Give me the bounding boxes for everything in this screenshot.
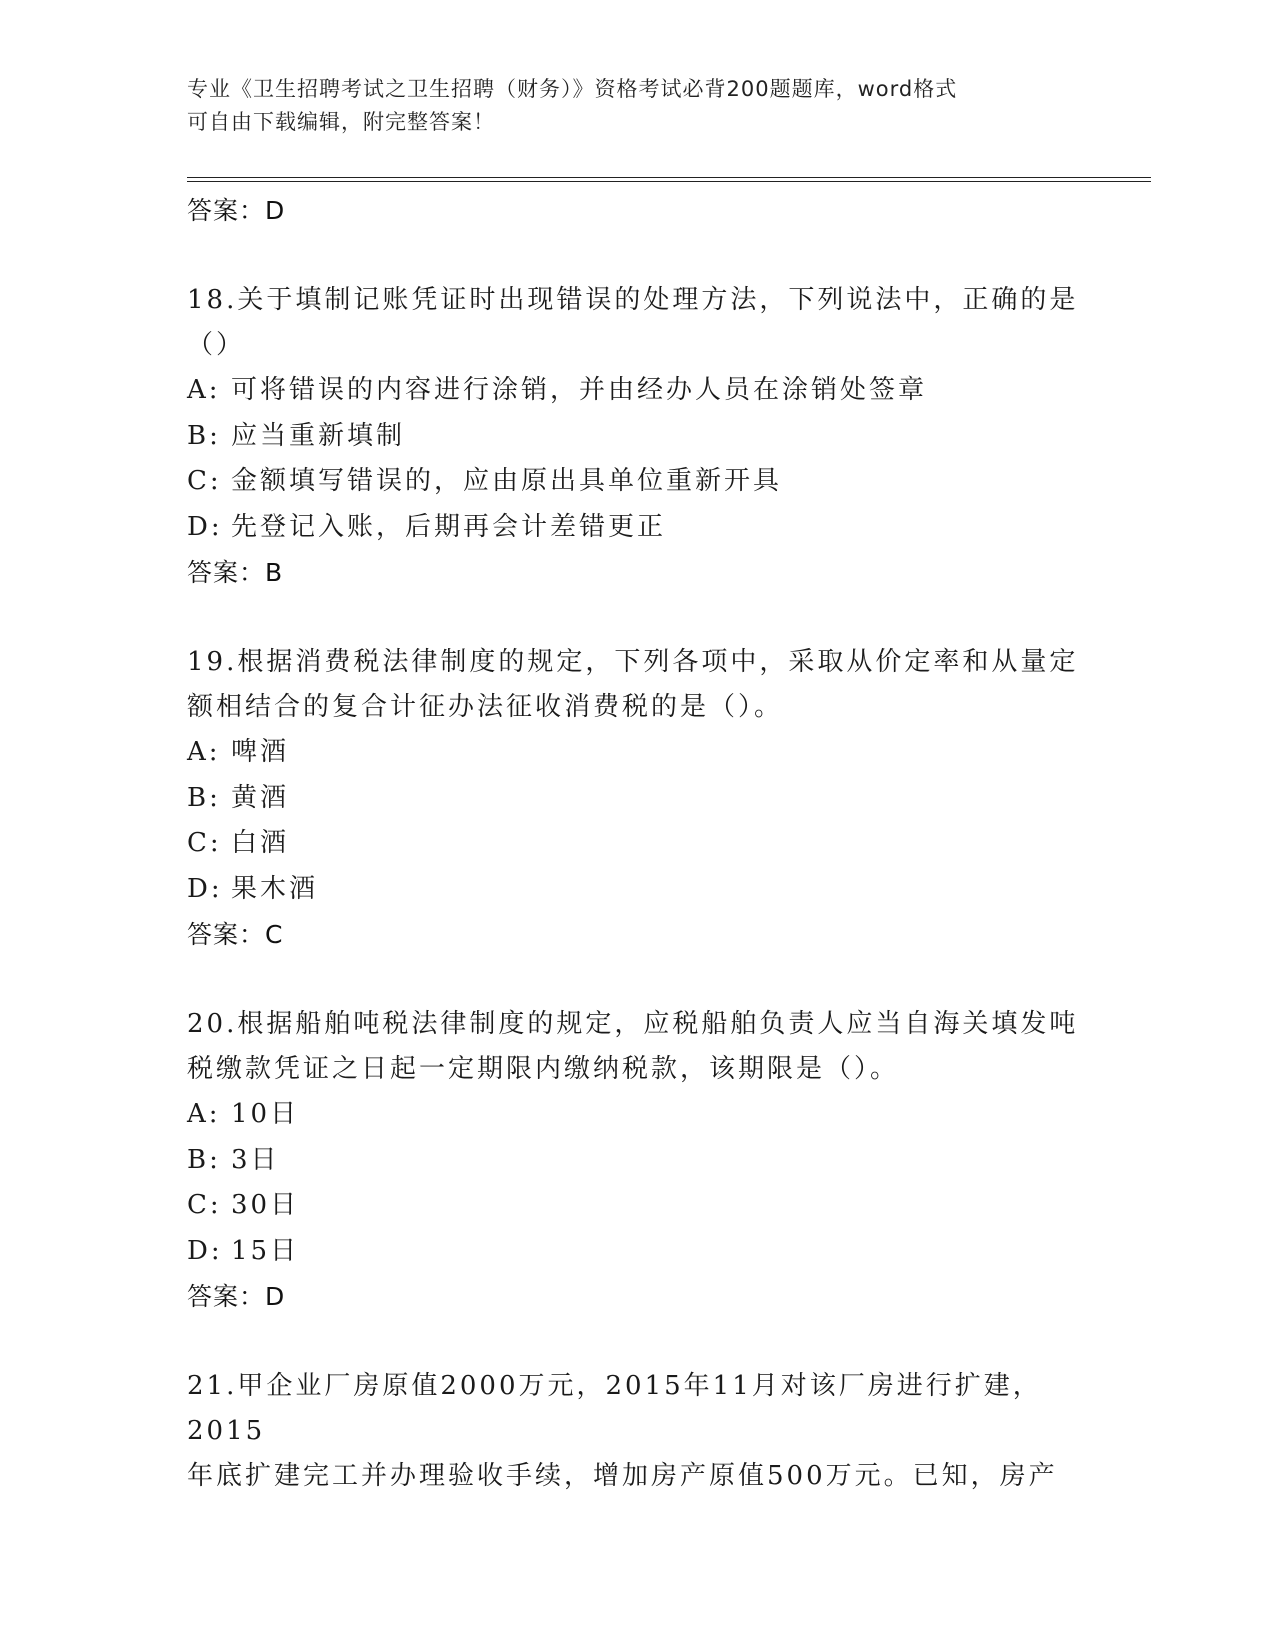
- option-c: [187, 1183, 1087, 1229]
- question-stem-line: 税缴款凭证之日起一定期限内缴纳税款，该期限是（）。: [187, 1054, 900, 1084]
- question-stem-line: 20.根据船舶吨税法律制度的规定，应税船舶负责人应当自海关填发吨: [187, 1009, 1079, 1039]
- option-text: 金额填写错误的，应由原出具单位重新开具: [231, 466, 783, 496]
- question-stem-line: 额相结合的复合计征办法征收消费税的是（）。: [187, 692, 784, 722]
- option-a: [187, 368, 1087, 414]
- option-text: 15日: [231, 1235, 300, 1266]
- option-text: 3日: [231, 1144, 280, 1175]
- option-letter: A:: [187, 375, 221, 405]
- option-b: [187, 414, 1087, 460]
- question-stem-line: （）: [187, 330, 246, 360]
- option-d: [187, 1229, 1087, 1275]
- option-letter: A:: [187, 737, 221, 767]
- question-18: [187, 278, 1087, 596]
- option-letter: B:: [187, 1144, 221, 1175]
- option-text: 先登记入账，后期再会计差错更正: [231, 511, 667, 542]
- option-text: 可将错误的内容进行涂销，并由经办人员在涂销处签章: [231, 375, 928, 405]
- header-divider-bottom: [187, 181, 1151, 182]
- option-text: 黄酒: [231, 782, 290, 813]
- header-line-1: 专业《卫生招聘考试之卫生招聘（财务）》资格考试必背200题题库，word格式: [187, 77, 958, 101]
- option-a: [187, 730, 1087, 776]
- question-list: [187, 188, 1087, 1499]
- header-line-2: 可自由下载编辑，附完整答案！: [187, 110, 495, 134]
- document-header: [187, 73, 1087, 139]
- question-stem-line: 19.根据消费税法律制度的规定，下列各项中，采取从价定率和从量定: [187, 647, 1079, 677]
- answer-line: 答案：D: [187, 1282, 286, 1311]
- option-d: [187, 867, 1087, 913]
- option-text: 啤酒: [231, 737, 290, 767]
- answer-line: 答案：B: [187, 558, 284, 587]
- option-d: [187, 505, 1087, 551]
- option-letter: C:: [187, 466, 222, 496]
- option-b: [187, 1138, 1087, 1184]
- option-text: 10日: [231, 1099, 300, 1129]
- answer-line: 答案：D: [187, 196, 286, 225]
- option-letter: D:: [187, 511, 223, 542]
- option-c: [187, 821, 1087, 867]
- question-stem-line: 年底扩建完工并办理验收手续，增加房产原值500万元。已知，房产: [187, 1461, 1058, 1491]
- question-20: [187, 1002, 1087, 1320]
- option-text: 白酒: [231, 828, 290, 858]
- option-text: 30日: [231, 1190, 300, 1220]
- option-letter: B:: [187, 420, 221, 451]
- question-19: [187, 640, 1087, 958]
- option-text: 果木酒: [231, 873, 319, 904]
- question-stem-line: 18.关于填制记账凭证时出现错误的处理方法，下列说法中，正确的是: [187, 285, 1079, 315]
- answer-line: 答案：C: [187, 920, 284, 949]
- question-stem-line: 21.甲企业厂房原值2000万元，2015年11月对该厂房进行扩建，2015: [187, 1371, 1042, 1446]
- option-letter: A:: [187, 1099, 221, 1129]
- option-letter: B:: [187, 782, 221, 813]
- option-letter: C:: [187, 1190, 222, 1220]
- header-divider-top: [187, 177, 1151, 178]
- option-a: [187, 1092, 1087, 1138]
- option-letter: D:: [187, 1235, 223, 1266]
- option-c: [187, 459, 1087, 505]
- option-text: 应当重新填制: [231, 420, 406, 451]
- option-letter: C:: [187, 828, 222, 858]
- option-letter: D:: [187, 873, 223, 904]
- option-b: [187, 776, 1087, 822]
- question-21: [187, 1364, 1087, 1499]
